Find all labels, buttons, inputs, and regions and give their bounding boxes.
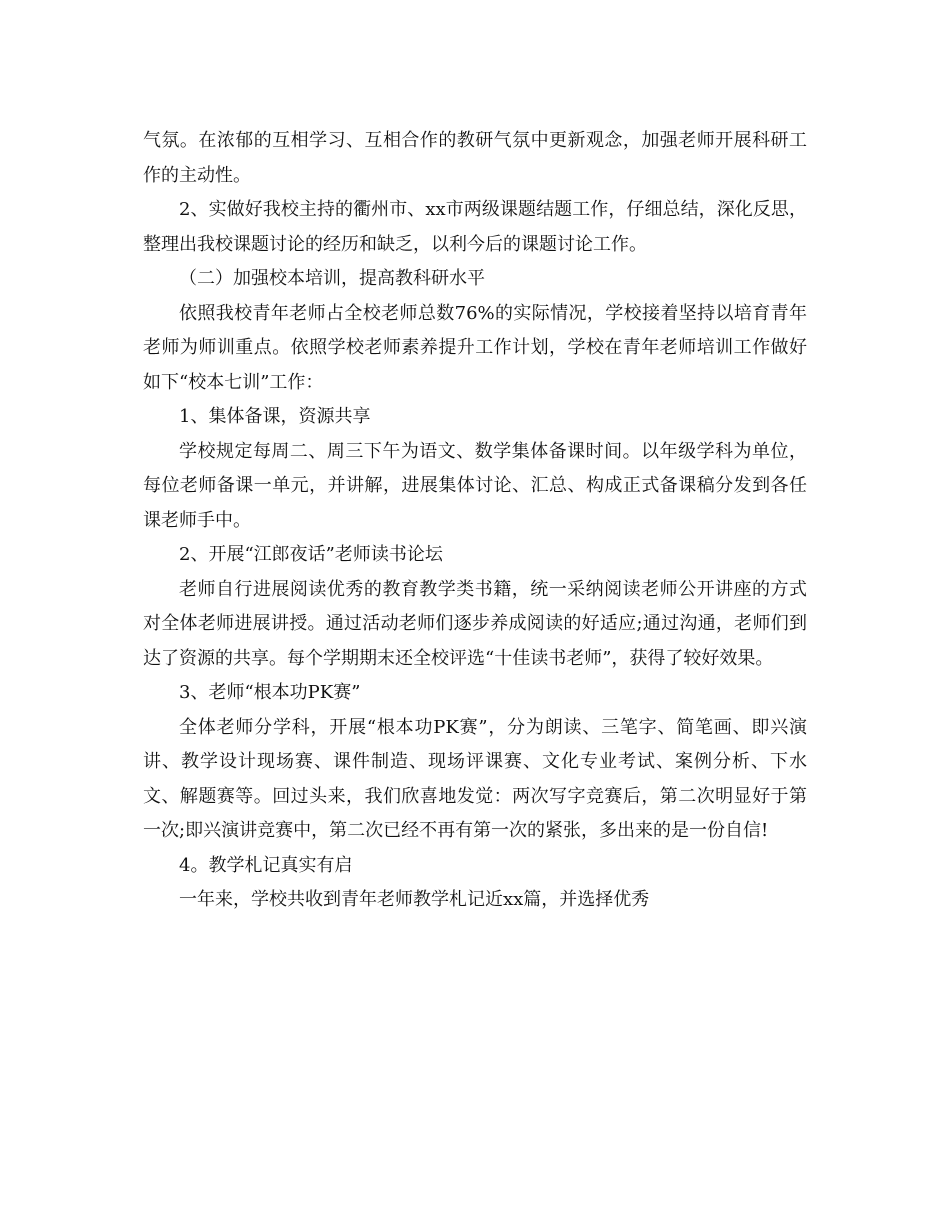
section-heading-2: （二）加强校本培训，提高教科研水平 <box>179 268 485 289</box>
paragraph-12: 一年来，学校共收到青年老师教学札记近xx篇，并选择优秀 <box>179 889 650 910</box>
paragraph-10: 全体老师分学科，开展“根本功PK赛”，分为朗读、三笔字、简笔画、即兴演讲、教学设计现场赛、课件制造、现场评课赛、文化专业考试、案例分析、下水文、解题赛等。回过头来，我们欣喜地发觉：两次写字竞赛后，第二次明显好于第一次;即兴演讲竞赛中，第二次已经不再有第一次的紧张，多出来的是一份自信! <box>143 716 807 841</box>
item-heading-4: 4。教学札记真实有启 <box>179 854 353 876</box>
item-heading-1: 1、集体备课，资源共享 <box>179 406 371 427</box>
paragraph-6: 学校规定每周二、周三下午为语文、数学集体备课时间。以年级学科为单位，每位老师备课一单元，并讲解，进展集体讨论、汇总、构成正式备课稿分发到各任课老师手中。 <box>143 440 807 531</box>
paragraph-2: 2、实做好我校主持的衢州市、xx市两级课题结题工作，仔细总结，深化反思，整理出我校课题讨论的经历和缺乏，以利今后的课题讨论工作。 <box>143 199 807 255</box>
paragraph-8: 老师自行进展阅读优秀的教育教学类书籍，统一采纳阅读老师公开讲座的方式对全体老师进展讲授。通过活动老师们逐步养成阅读的好适应;通过沟通，老师们到达了资源的共享。每个学期期末还全校评选“十佳读书老师”，获得了较好效果。 <box>143 578 807 669</box>
paragraph-1: 气氛。在浓郁的互相学习、互相合作的教研气氛中更新观念，加强老师开展科研工作的主动性。 <box>143 130 807 186</box>
item-heading-3: 3、老师“根本功PK赛” <box>179 682 361 703</box>
paragraph-4: 依照我校青年老师占全校老师总数76%的实际情况，学校接着坚持以培育青年老师为师训重点。依照学校老师素养提升工作计划，学校在青年老师培训工作做好如下“校本七训”工作： <box>143 302 807 393</box>
item-heading-2: 2、开展“江郎夜话”老师读书论坛 <box>179 544 443 565</box>
document-body <box>143 124 807 918</box>
